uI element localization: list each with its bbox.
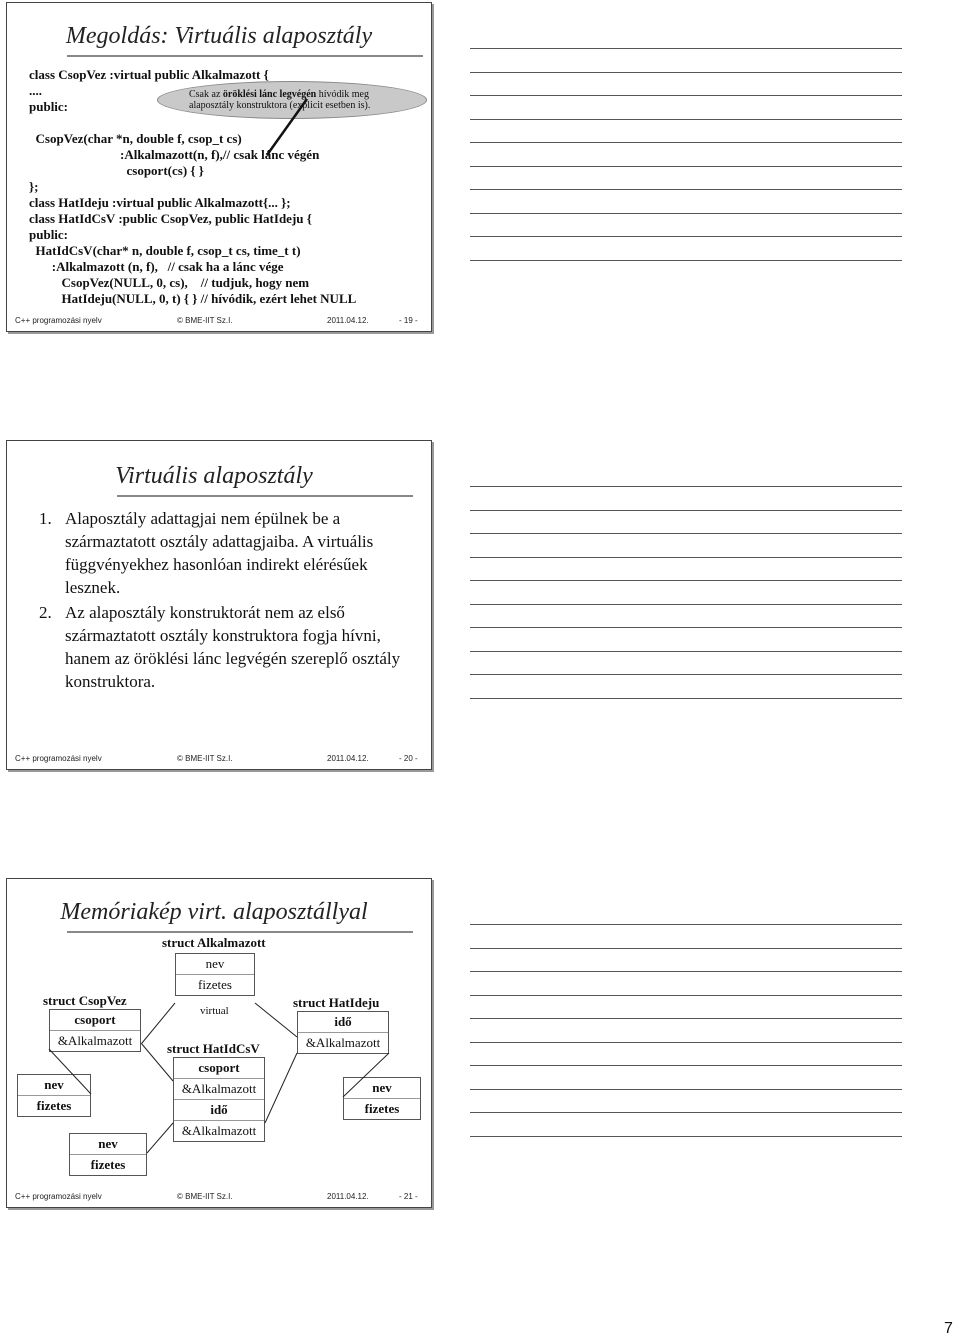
footer-course: C++ programozási nyelv xyxy=(15,1192,102,1201)
note-line xyxy=(470,604,902,605)
footer-date: 2011.04.12. xyxy=(327,316,369,325)
list-item: 1. Alaposztály adattagjai nem épülnek be a származtatott osztály adattagjaiba. A virtuális függvényekhez hasonlóan indirekt elérésűek lesznek. xyxy=(39,509,374,597)
code-line: :Alkalmazott (n, f), // csak ha a lánc vége xyxy=(29,259,284,274)
note-line xyxy=(470,1018,902,1019)
note-line xyxy=(470,1112,902,1113)
code-line: CsopVez(NULL, 0, cs), // tudjuk, hogy nem xyxy=(29,275,310,290)
note-line xyxy=(470,189,902,190)
title-underline xyxy=(117,495,413,497)
code-line: :Alkalmazott(n, f),// csak lánc végén xyxy=(29,147,320,162)
note-line xyxy=(470,48,902,49)
footer-page: - 20 - xyxy=(399,754,418,763)
footer-copyright: © BME-IIT Sz.I. xyxy=(177,1192,233,1201)
pointer-arrows xyxy=(7,879,432,1208)
note-line xyxy=(470,627,902,628)
code-line: public: xyxy=(29,99,69,114)
callout-text: Csak az öröklési lánc legvégén hívódik meg alaposztály konstruktora (explicit esetben is). xyxy=(189,89,371,111)
note-line xyxy=(470,1065,902,1066)
note-line xyxy=(470,1089,902,1090)
footer-course: C++ programozási nyelv xyxy=(15,754,102,763)
hatidcsv-box: csoport &Alkalmazott idő &Alkalmazott xyxy=(173,1057,265,1142)
note-line xyxy=(470,142,902,143)
note-line xyxy=(470,580,902,581)
note-line xyxy=(470,213,902,214)
left-alkalmazott-box: nev fizetes xyxy=(17,1074,91,1117)
note-line xyxy=(470,557,902,558)
alkalmazott-box: nev fizetes xyxy=(175,953,255,996)
note-line xyxy=(470,510,902,511)
note-line xyxy=(470,486,902,487)
callout-arrow xyxy=(7,3,432,332)
slide-title: Virtuális alaposztály xyxy=(115,463,313,489)
note-line xyxy=(470,95,902,96)
page-number: 7 xyxy=(944,1320,953,1337)
note-line xyxy=(470,260,902,261)
code-line: class CsopVez :virtual public Alkalmazott { xyxy=(29,67,269,82)
note-line xyxy=(470,236,902,237)
code-line: class HatIdCsV :public CsopVez, public HatIdeju { xyxy=(29,211,312,226)
code-line: }; xyxy=(29,179,39,194)
note-line xyxy=(470,674,902,675)
footer-page: - 19 - xyxy=(399,316,418,325)
footer-course: C++ programozási nyelv xyxy=(15,316,102,325)
slide-21 xyxy=(6,878,432,1208)
note-line xyxy=(470,698,902,699)
footer-page: - 21 - xyxy=(399,1192,418,1201)
note-line xyxy=(470,651,902,652)
slide-20 xyxy=(6,440,432,770)
note-line xyxy=(470,924,902,925)
code-line: class HatIdeju :virtual public Alkalmazott{... }; xyxy=(29,195,291,210)
struct-alkalmazott-label: struct Alkalmazott xyxy=(162,935,266,950)
list-item: 2. Az alaposztály konstruktorát nem az első származtatott osztály konstruktora fogja hívni, hanem az öröklési lánc legvégén szereplő osztály konstruktora. xyxy=(39,603,401,691)
virtual-label: virtual xyxy=(200,1005,229,1017)
csopvez-box: csoport &Alkalmazott xyxy=(49,1009,141,1052)
struct-hatideju-label: struct HatIdeju xyxy=(293,995,380,1010)
point-list xyxy=(39,507,419,693)
note-line xyxy=(470,72,902,73)
slide-19 xyxy=(6,2,432,332)
slide-title: Memóriakép virt. alaposztállyal xyxy=(60,899,368,925)
note-line xyxy=(470,1136,902,1137)
note-line xyxy=(470,119,902,120)
slide-title: Megoldás: Virtuális alaposztály xyxy=(65,23,373,49)
code-line: HatIdeju(NULL, 0, t) { } // hívódik, ezért lehet NULL xyxy=(29,291,357,306)
footer-copyright: © BME-IIT Sz.I. xyxy=(177,754,233,763)
code-line: CsopVez(char *n, double f, csop_t cs) xyxy=(29,131,242,146)
code-line: public: xyxy=(29,227,69,242)
note-line xyxy=(470,948,902,949)
footer-copyright: © BME-IIT Sz.I. xyxy=(177,316,233,325)
code-line: HatIdCsV(char* n, double f, csop_t cs, time_t t) xyxy=(29,243,301,258)
note-line xyxy=(470,533,902,534)
note-line xyxy=(470,971,902,972)
struct-csopvez-label: struct CsopVez xyxy=(43,993,127,1008)
footer-date: 2011.04.12. xyxy=(327,1192,369,1201)
note-line xyxy=(470,995,902,996)
note-line xyxy=(470,1042,902,1043)
struct-hatidcsv-label: struct HatIdCsV xyxy=(167,1041,260,1056)
code-line: .... xyxy=(29,83,42,98)
right-alkalmazott-box: nev fizetes xyxy=(343,1077,421,1120)
code-line: csoport(cs) { } xyxy=(29,163,204,178)
note-line xyxy=(470,166,902,167)
footer-date: 2011.04.12. xyxy=(327,754,369,763)
hatideju-box: idő &Alkalmazott xyxy=(297,1011,389,1054)
bottom-alkalmazott-box: nev fizetes xyxy=(69,1133,147,1176)
